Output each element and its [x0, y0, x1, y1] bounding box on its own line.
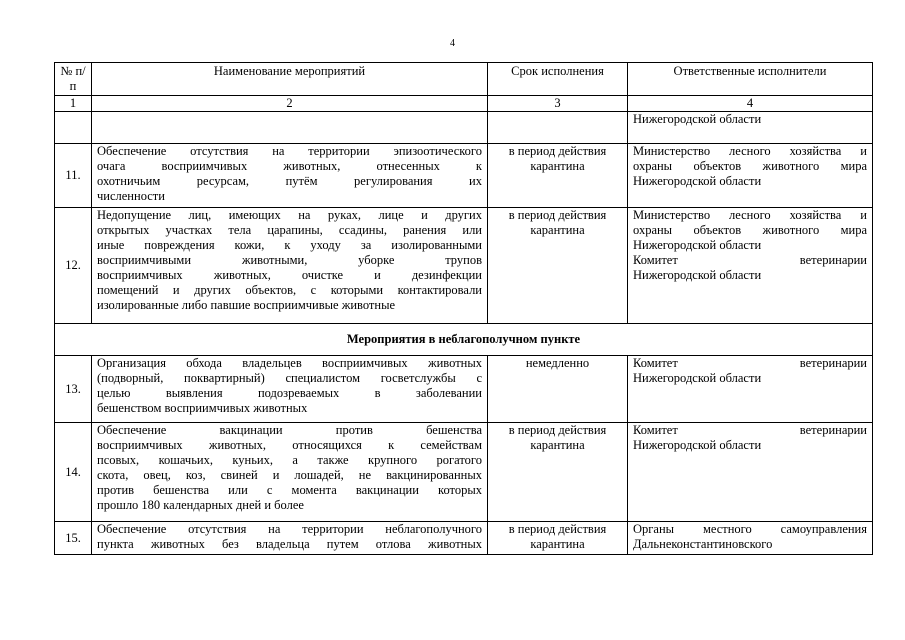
section-row	[55, 324, 873, 356]
executors	[628, 423, 873, 522]
text-line: Нижегородской области	[633, 268, 762, 282]
table-row	[55, 522, 873, 555]
deadline	[488, 356, 628, 423]
header-num: № п/п	[55, 63, 92, 96]
text-line: бешенством восприимчивых животных	[97, 401, 308, 415]
continuation-row	[55, 112, 873, 144]
measure-name	[92, 208, 488, 324]
row-number: 11.	[55, 144, 92, 208]
text-line: восприимчивых животных, очистке и дезинфекции	[97, 268, 482, 282]
section-title: Мероприятия в неблагополучном пункте	[55, 324, 873, 356]
page-number: 4	[450, 38, 455, 49]
text-line: Органы местного самоуправления	[633, 522, 867, 536]
text-line: скота, овец, коз, свиней и лошадей, не вакцинированных	[97, 468, 482, 482]
text-line: против бешенства или с момента вакцинации которых	[97, 483, 482, 497]
cell-num	[55, 112, 92, 144]
row-number: 14.	[55, 423, 92, 522]
text-line: Нижегородской области	[633, 371, 762, 385]
text-line: Дальнеконстантиновского	[633, 537, 773, 551]
executors	[628, 208, 873, 324]
text-line: охраны объектов животного мира	[633, 223, 867, 237]
text-line: Нижегородской области	[633, 112, 762, 126]
executors	[628, 522, 873, 555]
measures-table	[54, 62, 873, 555]
text-line: Обеспечение вакцинации против бешенства	[97, 423, 482, 437]
deadline	[488, 208, 628, 324]
text-line: восприимчивыми животными, уборке трупов	[97, 253, 482, 267]
text-line: Обеспечение отсутствия на территории неблагополучного	[97, 522, 482, 536]
text-line: Министерство лесного хозяйства и	[633, 208, 867, 222]
row-number: 12.	[55, 208, 92, 324]
text-line: Обеспечение отсутствия на территории эпизоотического	[97, 144, 482, 158]
table-row	[55, 356, 873, 423]
measure-name	[92, 522, 488, 555]
text-line: охраны объектов животного мира	[633, 159, 867, 173]
text-line: немедленно	[525, 356, 590, 370]
text-line: изолированные либо павшие восприимчивые животные	[97, 298, 396, 312]
column-number-row	[55, 96, 873, 112]
text-line: Нижегородской области	[633, 438, 762, 452]
text-line: Организация обхода владельцев восприимчивых животных	[97, 356, 482, 370]
text-line: Нижегородской области	[633, 238, 762, 252]
measure-name	[92, 423, 488, 522]
column-number: 1	[55, 96, 92, 112]
text-line: помещений и других объектов, с которыми контактировали	[97, 283, 482, 297]
text-line: Комитет ветеринарии	[633, 423, 867, 437]
deadline	[488, 144, 628, 208]
table-row	[55, 208, 873, 324]
text-line: карантина	[530, 223, 585, 237]
text-line: открытых участках тела царапины, ссадины, ранения или	[97, 223, 482, 237]
row-number: 13.	[55, 356, 92, 423]
text-line: Нижегородской области	[633, 174, 762, 188]
table-row	[55, 423, 873, 522]
deadline	[488, 423, 628, 522]
text-line: прошло 180 календарных дней и более	[97, 498, 304, 512]
text-line: очага восприимчивых животных, отнесенных к	[97, 159, 482, 173]
measure-name	[92, 356, 488, 423]
column-number: 2	[92, 96, 488, 112]
header-name: Наименование мероприятий	[92, 63, 488, 96]
table-row	[55, 144, 873, 208]
text-line: в период действия	[508, 423, 607, 437]
cell-exec	[628, 112, 873, 144]
text-line: иные повреждения кожи, к уходу за изолированными	[97, 238, 482, 252]
text-line: восприимчивых животных, относящихся к семействам	[97, 438, 482, 452]
row-number: 15.	[55, 522, 92, 555]
executors	[628, 144, 873, 208]
measure-name	[92, 144, 488, 208]
cell-term	[488, 112, 628, 144]
text-line: в период действия	[508, 522, 607, 536]
table-header-row	[55, 63, 873, 96]
executors	[628, 356, 873, 423]
text-line: численности	[97, 189, 165, 203]
text-line: в период действия	[508, 144, 607, 158]
text-line: Недопущение лиц, имеющих на руках, лице и других	[97, 208, 482, 222]
column-number: 4	[628, 96, 873, 112]
column-number: 3	[488, 96, 628, 112]
cell-name	[92, 112, 488, 144]
text-line: пункта животных без владельца путем отлова животных	[97, 537, 482, 551]
text-line: Министерство лесного хозяйства и	[633, 144, 867, 158]
text-line: целью выявления подозреваемых в заболевании	[97, 386, 482, 400]
text-line: охотничьим ресурсам, путём регулирования их	[97, 174, 482, 188]
text-line: карантина	[530, 537, 585, 551]
header-term: Срок исполнения	[488, 63, 628, 96]
deadline	[488, 522, 628, 555]
text-line: в период действия	[508, 208, 607, 222]
text-line: псовых, кошачьих, куньих, а также крупного рогатого	[97, 453, 482, 467]
text-line: Комитет ветеринарии	[633, 356, 867, 370]
text-line: карантина	[530, 159, 585, 173]
text-line: (подворный, поквартирный) специалистом госветслужбы с	[97, 371, 482, 385]
header-exec: Ответственные исполнители	[628, 63, 873, 96]
text-line: Комитет ветеринарии	[633, 253, 867, 267]
text-line: карантина	[530, 438, 585, 452]
